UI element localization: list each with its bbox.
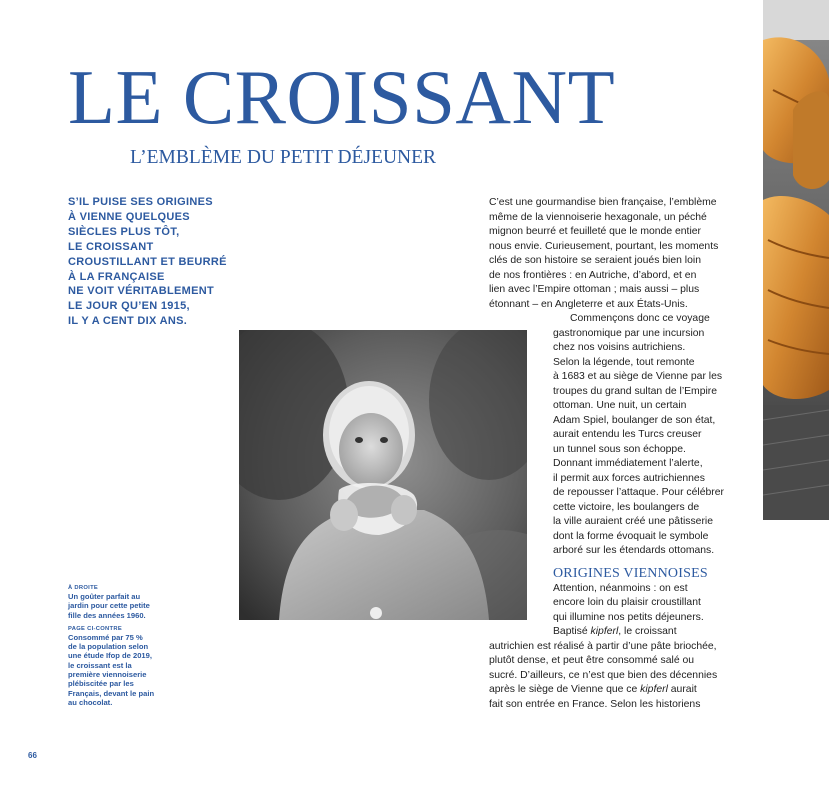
body-line: lien avec l’Empire ottoman ; mais aussi – plus bbox=[489, 284, 700, 295]
body-line: dont la forme évoquait le symbole bbox=[553, 531, 709, 542]
caption-line: au chocolat. bbox=[68, 697, 113, 707]
intro-line: IL Y A CENT DIX ANS. bbox=[68, 315, 188, 328]
intro-line: À LA FRANÇAISE bbox=[68, 270, 165, 283]
article-title: LE CROISSANT bbox=[68, 54, 616, 140]
intro-line: LE JOUR QU’EN 1915, bbox=[68, 300, 190, 313]
intro-line: LE CROISSANT bbox=[68, 240, 154, 253]
body-text: aurait bbox=[667, 684, 697, 695]
caption-label: PAGE CI-CONTRE bbox=[68, 625, 123, 632]
body-line: gastronomique par une incursion bbox=[553, 328, 705, 339]
body-line: de repousser l’attaque. Pour célébrer bbox=[553, 487, 724, 498]
caption-label: À DROITE bbox=[68, 585, 99, 591]
caption-line: de la population selon bbox=[68, 642, 149, 652]
caption-line: le croissant est la bbox=[68, 660, 132, 670]
caption-line: Français, devant le pain bbox=[68, 688, 155, 698]
caption-text bbox=[68, 592, 178, 620]
caption-line: Un goûter parfait au bbox=[68, 592, 141, 601]
body-line: aurait entendu les Turcs creuser bbox=[553, 429, 702, 440]
body-line: fait son entrée en France. Selon les historiens bbox=[489, 699, 701, 710]
body-line: Adam Spiel, boulanger de son état, bbox=[553, 415, 716, 426]
kipferl-term: kipferl bbox=[590, 626, 619, 637]
body-line: étonnant – en Angleterre et aux États-Unis. bbox=[489, 299, 688, 310]
body-line: un tunnel sous son échoppe. bbox=[553, 444, 686, 455]
section-heading: ORIGINES VIENNOISES bbox=[553, 566, 708, 581]
croissant-photo bbox=[763, 0, 829, 520]
caption-line: fille des années 1960. bbox=[68, 610, 146, 620]
body-line: chez nos voisins autrichiens. bbox=[553, 342, 686, 353]
body-line: autrichien est réalisé à partir d’une pâte briochée, bbox=[489, 641, 717, 652]
body-line: C’est une gourmandise bien française, l’emblème bbox=[489, 197, 717, 208]
body-text: Baptisé bbox=[553, 626, 591, 637]
body-line: même de la viennoiserie hexagonale, un péché bbox=[489, 212, 707, 223]
body-line: Commençons donc ce voyage bbox=[570, 313, 710, 324]
photo-captions bbox=[68, 584, 178, 707]
body-line: clés de son histoire se seraient joués bien loin bbox=[489, 255, 701, 266]
body-line: cette victoire, les boulangers de bbox=[553, 502, 700, 513]
caption-line: une étude Ifop de 2019, bbox=[68, 651, 152, 661]
caption-line: Consommé par 75 % bbox=[68, 632, 143, 642]
body-line: mignon beurré et feuilleté que le monde entier bbox=[489, 226, 701, 237]
girl-photo bbox=[239, 330, 527, 620]
body-line bbox=[489, 683, 697, 698]
caption-line: plébiscitée par les bbox=[68, 679, 134, 689]
intro-line: NE VOIT VÉRITABLEMENT bbox=[68, 285, 215, 298]
body-line: à 1683 et au siège de Vienne par les bbox=[553, 371, 723, 382]
body-line: Attention, néanmoins : on est bbox=[553, 583, 688, 594]
body-line: il permit aux forces autrichiennes bbox=[553, 473, 705, 484]
intro-line: S’IL PUISE SES ORIGINES bbox=[68, 196, 213, 208]
caption-line: jardin pour cette petite bbox=[68, 601, 150, 611]
body-line: sucré. D’ailleurs, ce n’est que bien des décennies bbox=[489, 670, 718, 681]
caption-text bbox=[68, 633, 178, 707]
intro-paragraph bbox=[68, 195, 227, 329]
body-line: ottoman. Une nuit, un certain bbox=[553, 400, 687, 411]
body-line: Donnant immédiatement l’alerte, bbox=[553, 458, 703, 469]
body-line: Selon la légende, tout remonte bbox=[553, 357, 695, 368]
caption-line: première viennoiserie bbox=[68, 670, 147, 680]
article-subtitle: L’EMBLÈME DU PETIT DÉJEUNER bbox=[130, 147, 437, 168]
body-line bbox=[553, 625, 677, 640]
body-line: plutôt dense, et peut être consommé salé ou bbox=[489, 655, 695, 666]
intro-line: SIÈCLES PLUS TÔT, bbox=[68, 225, 180, 238]
body-line: arboré sur les étendards ottomans. bbox=[553, 545, 715, 556]
body-line: troupes du grand sultan de l’Empire bbox=[553, 386, 718, 397]
body-text: après le siège de Vienne que ce bbox=[489, 684, 641, 695]
body-line: de nos frontières : en Autriche, d’abord, et en bbox=[489, 270, 697, 281]
body-line: la ville auraient créé une pâtisserie bbox=[553, 516, 713, 527]
body-line: qui illumine nos petits déjeuners. bbox=[553, 612, 704, 623]
intro-line: CROUSTILLANT ET BEURRÉ bbox=[68, 255, 227, 268]
body-line: encore loin du plaisir croustillant bbox=[553, 597, 701, 608]
intro-line: À VIENNE QUELQUES bbox=[68, 210, 190, 223]
body-line: nous envie. Curieusement, pourtant, les moments bbox=[489, 241, 719, 252]
body-text: , le croissant bbox=[618, 626, 677, 637]
page-number: 66 bbox=[28, 751, 37, 760]
kipferl-term: kipferl bbox=[640, 684, 668, 695]
